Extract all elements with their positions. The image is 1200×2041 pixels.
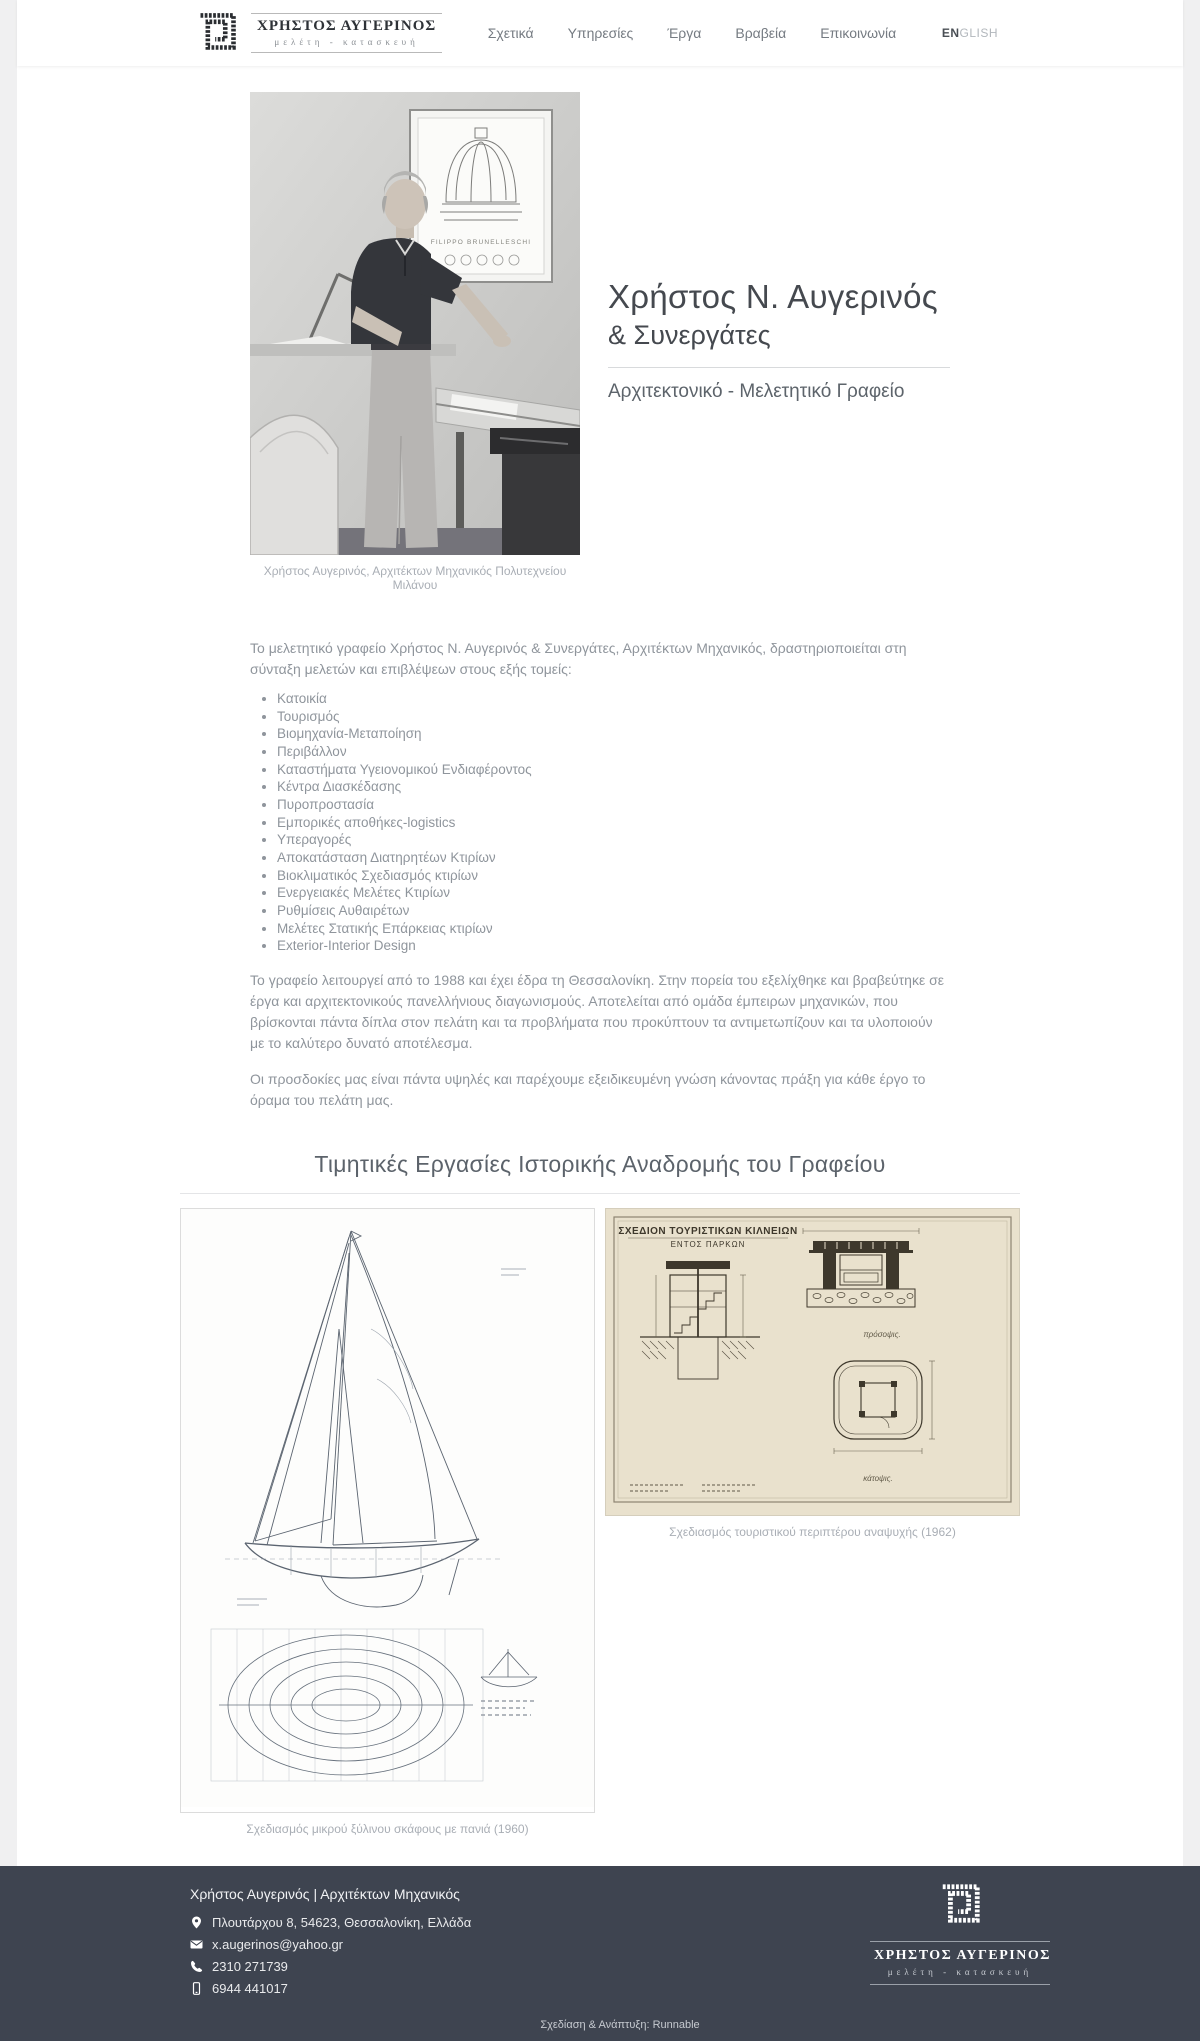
contact-list — [190, 1915, 471, 1996]
kiosk-title-line1: ΣΧΕΔΙΟΝ ΤΟΥΡΙΣΤΙΚΩΝ ΚΙΛΝΕΙΩΝ — [618, 1225, 798, 1237]
contact-address — [190, 1915, 471, 1930]
service-item: • Καταστήματα Υγειονομικού Ενδιαφέροντος — [277, 761, 950, 779]
footer-credit: Σχεδίαση & Ανάπτυξη: Runnable — [540, 2018, 700, 2031]
works-divider — [180, 1193, 1020, 1194]
service-item: • Περιβάλλον — [277, 743, 950, 761]
hero-photo-figure — [250, 92, 580, 592]
hero-photo — [250, 92, 580, 555]
service-item: • Εμπορικές αποθήκες-logistics — [277, 814, 950, 832]
service-item: • Κέντρα Διασκέδασης — [277, 778, 950, 796]
dome-poster-drawing — [410, 110, 552, 282]
contact-phone-value: 2310 271739 — [212, 1958, 288, 1974]
site-footer — [0, 1866, 1200, 2041]
page-subtitle: Αρχιτεκτονικό - Μελετητικό Γραφείο — [608, 381, 905, 402]
service-item: • Κατοικία — [277, 690, 950, 708]
service-item: • Μελέτες Στατικής Επάρκειας κτιρίων — [277, 920, 950, 938]
footer-logo-title: ΧΡΗΣΤΟΣ ΑΥΓΕΡΙΝΟΣ — [874, 1947, 1051, 1963]
nav-link-contact[interactable]: Επικοινωνία — [820, 25, 897, 41]
page-title: Χρήστος Ν. Αυγερινός — [608, 278, 938, 315]
language-active: EN — [941, 26, 960, 40]
service-item: • Exterior-Interior Design — [277, 937, 950, 955]
contact-email[interactable] — [190, 1937, 471, 1952]
poster-text: FILIPPO BRUNELLESCHI — [430, 239, 532, 246]
footer-logo[interactable] — [870, 1880, 1050, 1985]
envelope-icon — [190, 1938, 203, 1951]
about-paragraph-2: Το γραφείο λειτουργεί από το 1988 και έχει έδρα τη Θεσσαλονίκη. Στην πορεία του εξελίχθηκε και βραβεύτηκε σε έργα και αρχιτεκτονικούς πανελλήνιους διαγωνισμούς. Αποτελείται από ομάδα έμπειρων μηχανικών, που βρίσκονται πάντα δίπλα στον πελάτη και τα προβλήματα που προκύπτουν τα αντιμετωπίζουν και τα υλοποιούν με το καλύτερο δυνατό αποτέλεσμα. — [250, 971, 944, 1051]
nav-link-awards[interactable]: Βραβεία — [735, 25, 787, 41]
work-item-sailboat — [180, 1208, 595, 1836]
main-nav — [442, 25, 942, 41]
location-pin-icon — [190, 1916, 203, 1929]
works-section-title: Τιμητικές Εργασίες Ιστορικής Αναδρομής του Γραφείου — [314, 1150, 886, 1177]
service-item: • Πυροπροστασία — [277, 796, 950, 814]
service-item: • Ενεργειακές Μελέτες Κτιρίων — [277, 884, 950, 902]
footer-logo-spiral-icon — [937, 1913, 983, 1930]
service-item: • Αποκατάσταση Διατηρητέων Κτιρίων — [277, 849, 950, 867]
contact-mobile — [190, 1981, 471, 1996]
logo-subtitle: μελέτη - κατασκευή — [274, 37, 419, 47]
language-rest: GLISH — [959, 26, 998, 40]
hero-text-block — [608, 92, 950, 592]
footer-logo-text — [870, 1941, 1050, 1985]
nav-link-projects[interactable]: Έργα — [667, 25, 702, 41]
about-section — [250, 638, 950, 1111]
mobile-icon — [190, 1982, 203, 1995]
chair-back — [250, 415, 338, 555]
hero-photo-caption: Χρήστος Αυγερινός, Αρχιτέκτων Μηχανικός Πολυτεχνείου Μιλάνου — [263, 564, 567, 592]
service-item: • Ρυθμίσεις Αυθαιρέτων — [277, 902, 950, 920]
service-item: • Υπεραγορές — [277, 831, 950, 849]
works-grid — [180, 1208, 1020, 1836]
about-intro: Το μελετητικό γραφείο Χρήστος Ν. Αυγερινός & Συνεργάτες, Αρχιτέκτων Μηχανικός, δραστηριοποιείται στη σύνταξη μελετών και επιβλέψεων στους εξής τομείς: — [250, 640, 907, 677]
kiosk-plan-label: κάτοψις. — [863, 1473, 893, 1483]
contact-phone — [190, 1959, 471, 1974]
service-item: • Τουρισμός — [277, 708, 950, 726]
footer-contact-block — [190, 1886, 471, 2003]
contact-email-value: x.augerinos@yahoo.gr — [212, 1936, 343, 1952]
sailboat-caption: Σχεδιασμός μικρού ξύλινου σκάφους με πανιά (1960) — [246, 1821, 529, 1836]
logo-text — [251, 13, 442, 53]
site-header — [17, 0, 1183, 66]
page-title-line2: & Συνεργάτες — [608, 320, 771, 350]
hero-section — [250, 92, 950, 592]
footer-logo-subtitle: μελέτη - κατασκευή — [887, 1966, 1033, 1977]
nav-link-about[interactable]: Σχετικά — [487, 25, 534, 41]
nav-link-services[interactable]: Υπηρεσίες — [567, 25, 634, 41]
kiosk-drawing-image — [605, 1208, 1020, 1516]
services-list — [277, 690, 950, 955]
service-item: • Βιομηχανία-Μεταποίηση — [277, 725, 950, 743]
site-logo[interactable] — [195, 9, 442, 58]
logo-title: ΧΡΗΣΤΟΣ ΑΥΓΕΡΙΝΟΣ — [257, 18, 437, 34]
about-paragraph-3: Οι προσδοκίες μας είναι πάντα υψηλές και παρέχουμε εξειδικευμένη γνώση κάνοντας πράξη για κάθε έργο το όραμα του πελάτη μας. — [250, 1070, 926, 1108]
hero-divider — [608, 367, 950, 368]
service-item: • Βιοκλιματικός Σχεδιασμός κτιρίων — [277, 867, 950, 885]
kiosk-elevation-label: πρόσοψις. — [863, 1329, 901, 1339]
footer-title: Χρήστος Αυγερινός | Αρχιτέκτων Μηχανικός — [190, 1885, 460, 1902]
page-container — [17, 0, 1183, 1866]
phone-icon — [190, 1960, 203, 1973]
language-switch[interactable] — [942, 26, 998, 40]
contact-address-value: Πλουτάρχου 8, 54623, Θεσσαλονίκη, Ελλάδα — [212, 1914, 472, 1930]
kiosk-title-line2: ΕΝΤΟΣ ΠΑΡΚΩΝ — [670, 1239, 746, 1249]
historic-works-section — [17, 1151, 1183, 1866]
contact-mobile-value: 6944 441017 — [212, 1980, 288, 1996]
kiosk-caption: Σχεδιασμός τουριστικού περιπτέρου αναψυχής (1962) — [669, 1524, 956, 1539]
sailboat-drawing-image — [180, 1208, 595, 1813]
work-item-kiosk — [605, 1208, 1020, 1539]
logo-spiral-icon — [195, 9, 239, 58]
